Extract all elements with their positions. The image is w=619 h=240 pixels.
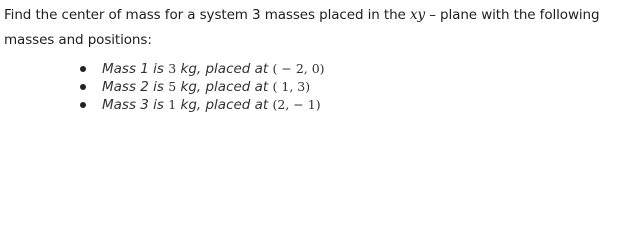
- mass-label: Mass 1 is: [102, 61, 164, 77]
- problem-statement: [4, 3, 616, 53]
- problem-text-end: – plane with the following masses and positions:: [4, 7, 600, 48]
- plane-variable: xy: [409, 7, 426, 23]
- mass-unit-text: kg, placed at: [180, 61, 269, 77]
- mass-position: ( − 2, 0): [272, 61, 325, 76]
- mass-label: Mass 2 is: [102, 79, 164, 95]
- bullet-icon: [80, 102, 86, 108]
- problem-text-start: Find the center of mass for a system 3 masses placed in the: [4, 7, 406, 23]
- mass-unit-text: kg, placed at: [180, 79, 269, 95]
- mass-position: (2, − 1): [272, 97, 321, 112]
- mass-value: 5: [168, 79, 177, 94]
- mass-position: ( 1, 3): [272, 79, 311, 94]
- mass-value: 1: [168, 97, 177, 112]
- mass-item-3: [78, 96, 325, 114]
- bullet-icon: [80, 84, 86, 90]
- bullet-icon: [80, 66, 86, 72]
- mass-label: Mass 3 is: [102, 97, 164, 113]
- mass-unit-text: kg, placed at: [180, 97, 269, 113]
- mass-list: [78, 60, 325, 114]
- mass-item-1: [78, 60, 325, 78]
- mass-item-2: [78, 78, 325, 96]
- mass-value: 3: [168, 61, 177, 76]
